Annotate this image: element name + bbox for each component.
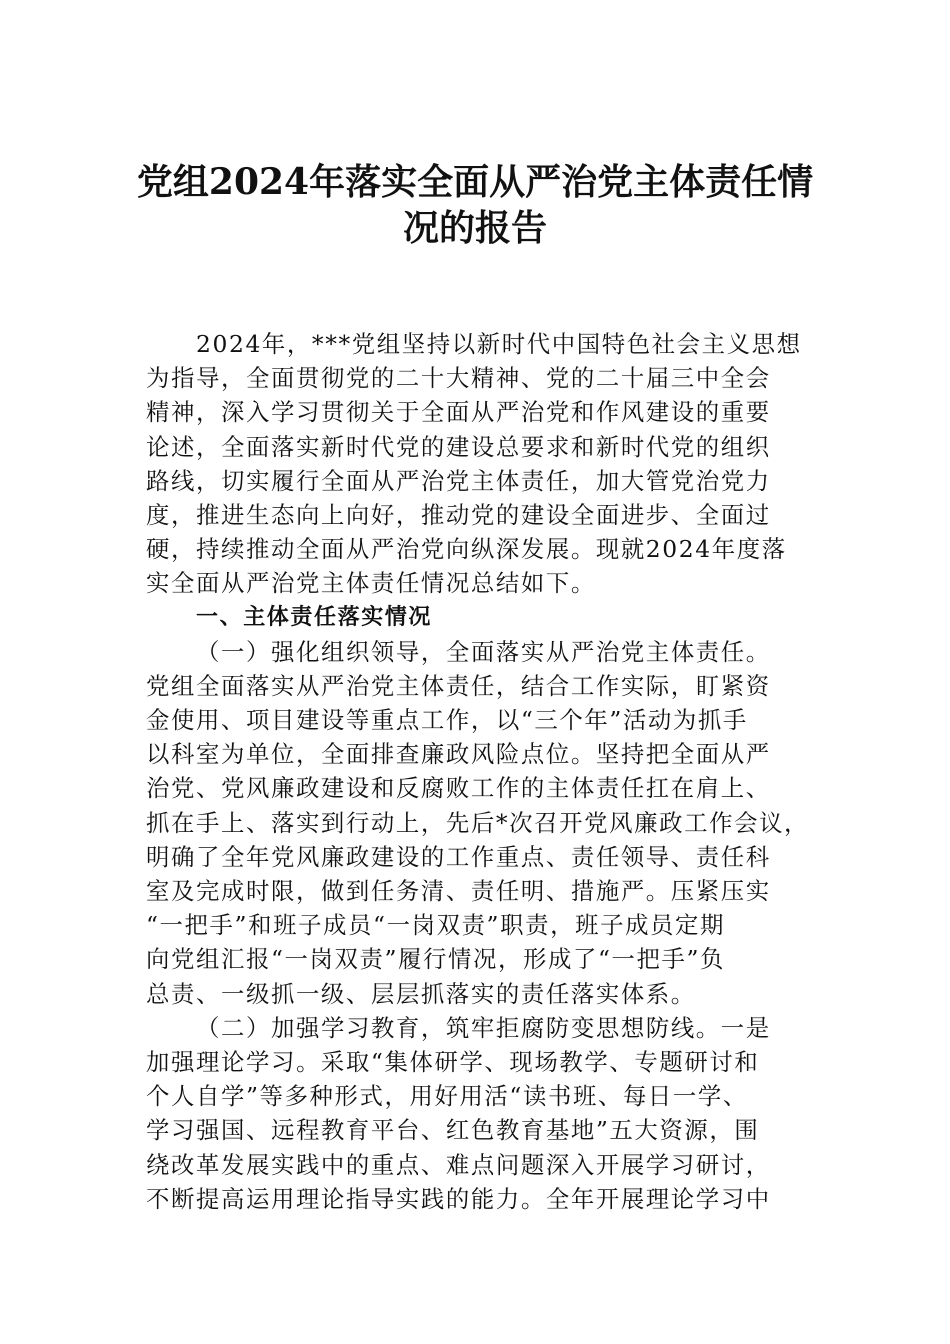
body-line: 加强理论学习。采取“集体研学、现场教学、专题研讨和 bbox=[146, 1047, 760, 1076]
document-body bbox=[146, 327, 826, 1216]
body-line: 治党、党风廉政建设和反腐败工作的主体责任扛在肩上、 bbox=[146, 774, 771, 803]
body-line: 为指导，全面贯彻党的二十大精神、党的二十届三中全会 bbox=[146, 364, 771, 393]
body-line: 以科室为单位，全面排查廉政风险点位。坚持把全面从严 bbox=[146, 740, 771, 769]
body-line: 路线，切实履行全面从严治党主体责任，加大管党治党力 bbox=[146, 466, 771, 495]
body-line: “一把手”和班子成员“一岗双责”职责，班子成员定期 bbox=[146, 911, 726, 940]
body-line: 党组全面落实从严治党主体责任，结合工作实际，盯紧资 bbox=[146, 671, 771, 700]
document-title-line-2: 况的报告 bbox=[402, 207, 547, 249]
body-line: 抓在手上、落实到行动上，先后*次召开党风廉政工作会议， bbox=[146, 808, 810, 837]
body-line: 硬，持续推动全面从严治党向纵深发展。现就2024年度落 bbox=[146, 535, 787, 564]
section-heading: 一、主体责任落实情况 bbox=[196, 604, 433, 630]
body-line: 实全面从严治党主体责任情况总结如下。 bbox=[146, 569, 596, 598]
body-line: 2024年，***党组坚持以新时代中国特色社会主义思想 bbox=[196, 330, 802, 358]
body-line: 学习强国、远程教育平台、红色教育基地”五大资源，围 bbox=[146, 1116, 760, 1145]
body-line: 室及完成时限，做到任务清、责任明、措施严。压紧压实 bbox=[146, 877, 771, 905]
body-line: 金使用、项目建设等重点工作，以“三个年”活动为抓手 bbox=[146, 706, 748, 735]
body-line: 向党组汇报“一岗双责”履行情况，形成了“一把手”负 bbox=[146, 945, 726, 974]
subsection-heading-line: （二）加强学习教育，筑牢拒腐防变思想防线。一是 bbox=[196, 1013, 771, 1042]
body-line: 精神，深入学习贯彻关于全面从严治党和作风建设的重要 bbox=[146, 398, 771, 427]
body-line: 论述，全面落实新时代党的建设总要求和新时代党的组织 bbox=[146, 432, 771, 461]
body-line: 不断提高运用理论指导实践的能力。全年开展理论学习中 bbox=[146, 1184, 771, 1213]
body-line: 绕改革发展实践中的重点、难点问题深入开展学习研讨， bbox=[146, 1150, 771, 1179]
subsection-heading-line: （一）强化组织领导，全面落实从严治党主体责任。 bbox=[196, 637, 771, 666]
body-line: 个人自学”等多种形式，用好用活“读书班、每日一学、 bbox=[146, 1082, 748, 1111]
body-line: 总责、一级抓一级、层层抓落实的责任落实体系。 bbox=[146, 979, 696, 1008]
body-line: 度，推进生态向上向好，推动党的建设全面进步、全面过 bbox=[146, 500, 771, 529]
body-line: 明确了全年党风廉政建设的工作重点、责任领导、责任科 bbox=[146, 842, 771, 871]
document-title-line-1: 党组2024年落实全面从严治党主体责任情 bbox=[136, 161, 814, 203]
